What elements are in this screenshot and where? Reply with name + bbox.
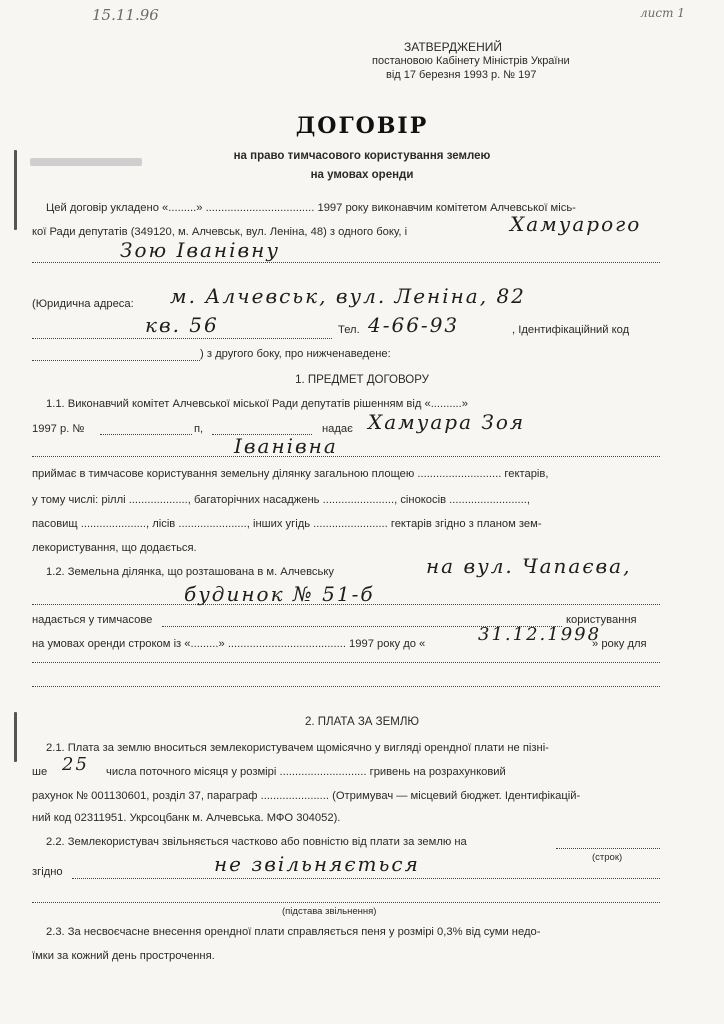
phone-label: Тел. xyxy=(338,324,360,336)
p12-line-3a: надається у тимчасове xyxy=(32,614,153,626)
p12-line-1: 1.2. Земельна ділянка, що розташована в м. Алчевську xyxy=(46,566,334,578)
p23-line-2: їмки за кожний день прострочення. xyxy=(32,950,215,962)
purpose-rule-2 xyxy=(32,686,660,687)
handwritten-recipient-1: Хамуара Зоя xyxy=(368,410,526,434)
handwritten-exemption: не звільняється xyxy=(214,852,420,876)
p11-line-4: приймає в тимчасове користування земельну ділянку загальною площею ........................... гектарів, xyxy=(32,468,549,480)
intro-line-6: ) з другого боку, про нижченаведене: xyxy=(200,348,391,360)
intro-line-1: Цей договір укладено «.........» ................................... 1997 року виконавчим комітетом Алчевської місь- xyxy=(46,202,576,214)
p11-line-6: пасовищ ....................., лісів ......................, інших угідь ........................ гектарів згідно з планом зем- xyxy=(32,518,542,530)
p11-line-2b: п, xyxy=(194,423,204,435)
p21-line-3: рахунок № 001130601, розділ 37, параграф ...................... (Отримувач — місцевий бюджет. Ідентифікацій- xyxy=(32,790,581,802)
p11-line-2c: надає xyxy=(322,423,353,435)
ident-code-value-rule xyxy=(32,360,200,361)
ident-code-label: , Ідентифікаційний код xyxy=(512,324,630,336)
binder-mark-top xyxy=(14,150,17,230)
recipient-rule xyxy=(32,456,660,457)
p21-line-1: 2.1. Плата за землю вноситься землекористувачем щомісячно у вигляді орендної плати не пізні- xyxy=(46,742,549,754)
approval-line-2: постановою Кабінету Міністрів України xyxy=(372,55,570,67)
p11-line-2a: 1997 р. № xyxy=(32,423,85,435)
p23-line-1: 2.3. За несвоєчасне внесення орендної плати справляється пеня у розмірі 0,3% від суми недо- xyxy=(46,926,541,938)
handwritten-apartment: кв. 56 xyxy=(145,313,219,337)
exemption-basis-rule-2 xyxy=(32,902,660,903)
p21-line-2a: ше xyxy=(32,766,48,778)
exemption-term-rule xyxy=(556,848,660,849)
p22-line-1: 2.2. Землекористувач звільняється частково або повністю від плати за землю на xyxy=(46,836,467,848)
handwritten-location-1: на вул. Чапаєва, xyxy=(426,554,632,578)
p21-line-2b: числа поточного місяця у розмірі ............................ гривень на розрахунковий xyxy=(106,766,506,778)
p11-line-1: 1.1. Виконавчий комітет Алчевської міської Ради депутатів рішенням від «..........» xyxy=(46,398,468,410)
p11-line-5: у тому числі: ріллі ..................., багаторічних насаджень ......................., сінокосів ........................., xyxy=(32,494,530,506)
section-2-heading: 2. ПЛАТА ЗА ЗЕМЛЮ xyxy=(304,716,420,728)
handwritten-location-2: будинок № 51-б xyxy=(184,582,375,606)
approval-line-3: від 17 березня 1993 р. № 197 xyxy=(386,69,537,81)
handwritten-date: 15.11.96 xyxy=(92,6,159,24)
handwritten-phone: 4-66-93 xyxy=(368,313,460,337)
handwritten-recipient-2: Іванівна xyxy=(234,434,338,458)
ident-code-rule xyxy=(32,338,332,339)
purpose-rule-1 xyxy=(32,662,660,663)
decision-number-rule xyxy=(100,434,192,435)
approval-line-1: ЗАТВЕРДЖЕНИЙ xyxy=(404,40,502,54)
p12-line-3b: користування xyxy=(566,614,637,626)
exemption-basis-rule-1 xyxy=(72,878,660,879)
handwritten-payment-day: 25 xyxy=(62,754,89,775)
p22-line-2: згідно xyxy=(32,866,63,878)
p22-term-caption: (строк) xyxy=(592,852,623,863)
handwritten-lease-end: 31.12.1998 xyxy=(478,624,602,645)
location-rule xyxy=(32,604,660,605)
intro-line-2: кої Ради депутатів (349120, м. Алчевськ, вул. Леніна, 48) з одного боку, і xyxy=(32,226,408,238)
handwritten-lessee-name-1: Хамуарого xyxy=(510,212,642,236)
handwritten-address: м. Алчевськ, вул. Леніна, 82 xyxy=(170,284,526,308)
section-1-heading: 1. ПРЕДМЕТ ДОГОВОРУ xyxy=(295,374,429,386)
intro-line-3-rule xyxy=(32,262,660,263)
legal-address-label: (Юридична адреса: xyxy=(32,298,134,310)
p11-line-7: лекористування, що додається. xyxy=(32,542,197,554)
p22-basis-caption: (підстава звільнення) xyxy=(282,906,377,917)
p12-line-4: на умовах оренди строком із «.........» ...................................... 1997 року до « xyxy=(32,638,426,650)
p21-line-4: ний код 02311951. Укрсоцбанк м. Алчевська. МФО 304052). xyxy=(32,812,341,824)
document-title: ДОГОВІР xyxy=(295,113,429,139)
handwritten-lessee-name-2: Зою Іванівну xyxy=(120,238,280,262)
handwritten-sheet-mark: лист 1 xyxy=(640,6,685,20)
document-subtitle-2: на умовах оренди xyxy=(310,169,414,181)
document-subtitle-1: на право тимчасового користування землею xyxy=(233,150,491,162)
p12-line-4-end: » року для xyxy=(592,638,647,650)
